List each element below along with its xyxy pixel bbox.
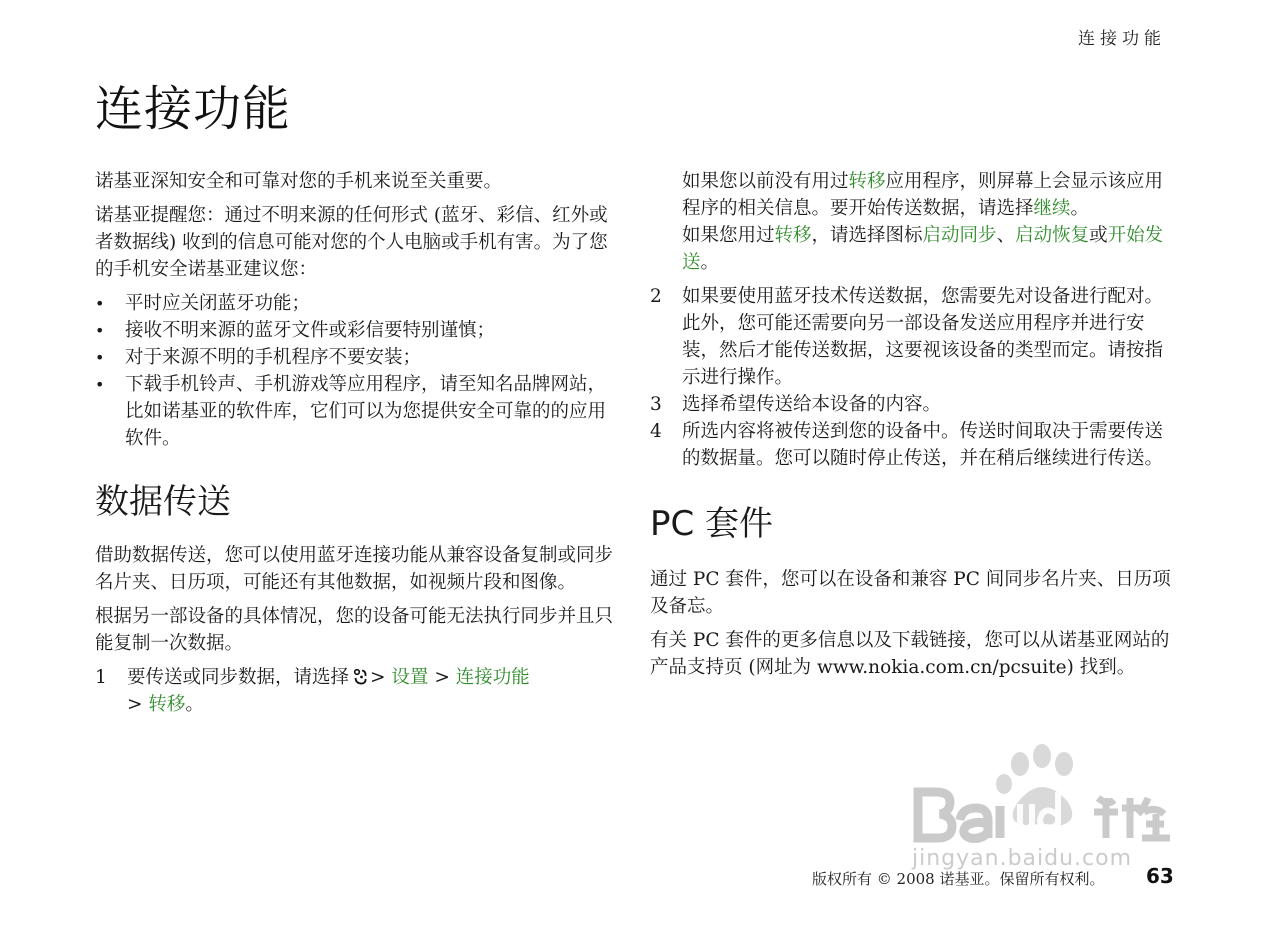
list-item: • 下载手机铃声、手机游戏等应用程序，请至知名品牌网站，比如诺基亚的软件库，它们可以为您提供安全可靠的的应用软件。 — [95, 371, 617, 452]
section-title-data-transfer: 数据传送 — [95, 482, 231, 522]
menu-key-icon — [353, 667, 368, 685]
list-item: • 接收不明来源的蓝牙文件或彩信要特别谨慎； — [95, 317, 617, 344]
menu-transfer: 转移 — [848, 171, 886, 192]
icon-start-sync: 启动同步 — [922, 225, 997, 246]
step-1-continued-a — [650, 168, 1175, 222]
text-run: 。 — [700, 252, 720, 273]
left-column — [95, 168, 617, 718]
baidu-watermark — [908, 742, 1208, 870]
pc-suite-paragraph-2: 有关 PC 套件的更多信息以及下载链接，您可以从诺基亚网站的产品支持页 (网址为 www.nokia.com.cn/pcsuite) 找到。 — [650, 630, 1170, 678]
step-3-text: 选择希望传送给本设备的内容。 — [682, 394, 942, 415]
step-3 — [650, 391, 1175, 418]
menu-separator: > — [434, 667, 450, 688]
step-number: 1 — [95, 667, 107, 688]
text-run: 如果您用过 — [682, 225, 775, 246]
baidu-paw-logo — [908, 742, 1208, 846]
step-1-text: 要传送或同步数据，请选择 — [127, 667, 350, 688]
menu-separator: > — [370, 667, 386, 688]
menu-separator: > — [127, 694, 143, 715]
running-header: 连接功能 — [1078, 29, 1166, 49]
data-transfer-paragraph-2: 根据另一部设备的具体情况，您的设备可能无法执行同步并且只能复制一次数据。 — [95, 606, 614, 654]
step-number: 3 — [650, 394, 662, 415]
step-1-continued-b — [650, 222, 1175, 276]
baidu-watermark-url: jingyan.baidu.com — [912, 846, 1133, 871]
intro-paragraph-2: 诺基亚提醒您：通过不明来源的任何形式 (蓝牙、彩信、红外或者数据线) 收到的信息可能对您的个人电脑或手机有害。为了您的手机安全诺基亚建议您： — [95, 205, 608, 280]
data-transfer-paragraph-1: 借助数据传送，您可以使用蓝牙连接功能从兼容设备复制或同步名片夹、日历项，可能还有其他数据，如视频片段和图像。 — [95, 545, 614, 593]
menu-settings: 设置 — [391, 667, 429, 688]
page-number: 63 — [1146, 864, 1174, 888]
icon-start-send: 开始发送 — [682, 225, 1164, 273]
step-number: 2 — [650, 286, 662, 307]
right-column — [650, 168, 1175, 688]
transfer-steps-part-2 — [650, 283, 1175, 472]
text-run: 或 — [1089, 225, 1108, 246]
option-continue: 继续 — [1033, 198, 1071, 219]
step-1 — [95, 664, 617, 718]
menu-connectivity: 连接功能 — [455, 667, 530, 688]
copyright-footer: 版权所有 © 2008 诺基亚。保留所有权利。 — [812, 870, 1105, 888]
menu-transfer: 转移 — [774, 225, 812, 246]
safety-tips-list — [95, 290, 617, 452]
transfer-steps-part-1 — [95, 664, 617, 718]
intro-paragraph-1: 诺基亚深知安全和可靠对您的手机来说至关重要。 — [95, 171, 503, 192]
text-run: ，请选择图标 — [811, 225, 923, 246]
chapter-title: 连接功能 — [95, 81, 292, 137]
menu-transfer: 转移 — [148, 694, 186, 715]
step-4-text: 所选内容将被传送到您的设备中。传送时间取决于需要传送的数据量。您可以随时停止传送，并在稍后继续进行传送。 — [682, 421, 1164, 469]
text-run: 、 — [996, 225, 1016, 246]
icon-start-restore: 启动恢复 — [1015, 225, 1090, 246]
section-title-pc-suite: PC 套件 — [650, 504, 774, 544]
text-run: 应用程序，则屏幕上会显示该应用程序的相关信息。要开始传送数据，请选择 — [682, 171, 1164, 219]
step-2 — [650, 283, 1175, 391]
step-2-extra: 此外，您可能还需要向另一部设备发送应用程序并进行安装，然后才能传送数据，这要视该设备的类型而定。请按指示进行操作。 — [682, 313, 1164, 388]
step-1-end: 。 — [185, 694, 204, 715]
text-run: 。 — [1070, 198, 1090, 219]
step-4 — [650, 418, 1175, 472]
list-item: • 平时应关闭蓝牙功能； — [95, 290, 617, 317]
pc-suite-paragraph-1: 通过 PC 套件，您可以在设备和兼容 PC 间同步名片夹、日历项及备忘。 — [650, 569, 1171, 617]
text-run: 如果您以前没有用过 — [682, 171, 849, 192]
step-number: 4 — [650, 421, 662, 442]
step-2-text: 如果要使用蓝牙技术传送数据，您需要先对设备进行配对。 — [682, 286, 1164, 307]
list-item: • 对于来源不明的手机程序不要安装； — [95, 344, 617, 371]
